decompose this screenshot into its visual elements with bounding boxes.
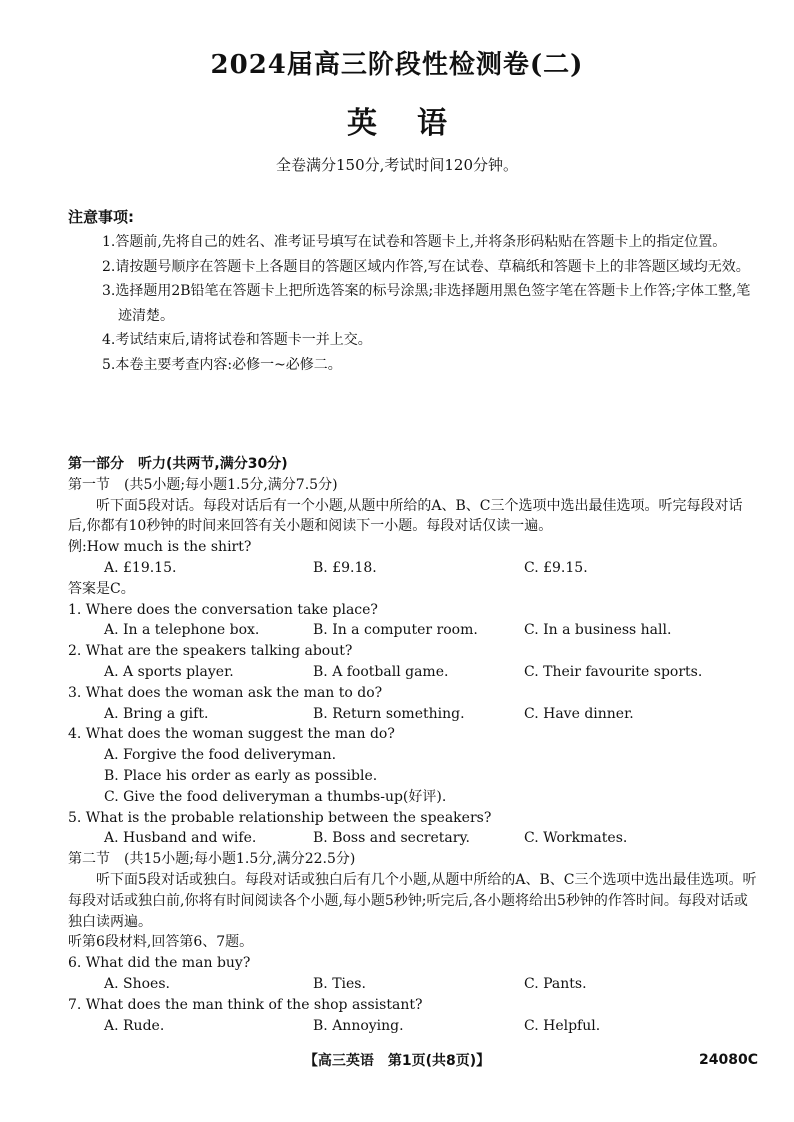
- option-b: B. Boss and secretary.: [313, 830, 470, 847]
- question-6: 6. What did the man buy?: [68, 955, 251, 972]
- option-a: A. £19.15.: [104, 559, 177, 576]
- part1-heading: 第一部分 听力(共两节,满分30分): [68, 456, 288, 472]
- material-note: 听第6段材料,回答第6、7题。: [68, 934, 254, 951]
- exam-info: 全卷满分150分,考试时间120分钟。: [275, 156, 519, 174]
- option-c: C. Workmates.: [524, 830, 628, 847]
- question-3: 3. What does the woman ask the man to do?: [68, 684, 383, 701]
- notes-list: [102, 230, 752, 377]
- section2-instructions: 听下面5段对话或独白。每段对话或独白后有几个小题,从题中所给的A、B、C三个选项中选出最佳选项。听每段对话或独白前,你将有时间阅读各个小题,每小题5秒钟;听完后,各小题将给出5秒钟的作答时间。每段对话或独白读两遍。: [68, 871, 757, 930]
- section1-instructions: 听下面5段对话。每段对话后有一个小题,从题中所给的A、B、C三个选项中选出最佳选项。听完每段对话后,你都有10秒钟的时间来回答有关小题和阅读下一小题。每段对话仅读一遍。: [68, 497, 743, 535]
- option-b: B. A football game.: [313, 663, 449, 680]
- question-5-options: [68, 828, 758, 849]
- note-item: 4.考试结束后,请将试卷和答题卡一并上交。: [102, 332, 372, 348]
- option-b: B. Ties.: [313, 975, 366, 992]
- option-c: C. Their favourite sports.: [524, 663, 703, 680]
- example-question: 例:How much is the shirt?: [68, 539, 252, 556]
- option-a: A. Rude.: [104, 1017, 165, 1034]
- option-b: B. Annoying.: [313, 1017, 404, 1034]
- question-2-options: [68, 662, 758, 683]
- option-a: A. Husband and wife.: [104, 830, 257, 847]
- question-5: 5. What is the probable relationship between the speakers?: [68, 809, 492, 826]
- option-b: B. £9.18.: [313, 559, 377, 576]
- subject-title: 英语: [347, 106, 487, 141]
- option-c: C. Pants.: [524, 975, 587, 992]
- question-1-options: [68, 620, 758, 641]
- question-7-options: [68, 1016, 758, 1037]
- question-1: 1. Where does the conversation take place?: [68, 601, 378, 618]
- question-6-options: [68, 974, 758, 995]
- exam-title: 2024届高三阶段性检测卷(二): [210, 50, 584, 80]
- example-options: [68, 558, 758, 579]
- section2-heading: 第二节 (共15小题;每小题1.5分,满分22.5分): [68, 851, 356, 868]
- section1-heading: 第一节 (共5小题;每小题1.5分,满分7.5分): [68, 476, 338, 493]
- question-3-options: [68, 704, 758, 725]
- option-a: A. Bring a gift.: [104, 705, 209, 722]
- option-b: B. Place his order as early as possible.: [104, 767, 378, 784]
- note-item: 2.请按题号顺序在答题卡上各题目的答题区域内作答,写在试卷、草稿纸和答题卡上的非答题区域均无效。: [102, 258, 750, 275]
- option-c: C. Give the food deliveryman a thumbs-up(好评).: [104, 788, 447, 805]
- listening-part: [68, 454, 758, 1036]
- paper-code: 24080C: [699, 1052, 758, 1068]
- question-4: 4. What does the woman suggest the man do?: [68, 726, 395, 743]
- option-a: A. In a telephone box.: [104, 622, 260, 639]
- example-answer: 答案是C。: [68, 580, 135, 597]
- option-a: A. Shoes.: [104, 975, 170, 992]
- option-b: B. Return something.: [313, 705, 465, 722]
- note-item: 5.本卷主要考查内容:必修一~必修二。: [102, 356, 342, 373]
- question-2: 2. What are the speakers talking about?: [68, 643, 353, 660]
- option-b: B. In a computer room.: [313, 622, 478, 639]
- note-item: 1.答题前,先将自己的姓名、准考证号填写在试卷和答题卡上,并将条形码粘贴在答题卡上的指定位置。: [102, 234, 727, 250]
- option-a: A. A sports player.: [104, 663, 234, 680]
- option-c: C. £9.15.: [524, 559, 588, 576]
- option-c: C. In a business hall.: [524, 622, 672, 639]
- note-item: 3.选择题用2B铅笔在答题卡上把所选答案的标号涂黑;非选择题用黑色签字笔在答题卡上作答;字体工整,笔迹清楚。: [102, 283, 751, 324]
- option-c: C. Helpful.: [524, 1017, 601, 1034]
- option-c: C. Have dinner.: [524, 705, 634, 722]
- option-a: A. Forgive the food deliveryman.: [104, 747, 337, 764]
- notes-heading: 注意事项:: [68, 208, 134, 226]
- question-7: 7. What does the man think of the shop assistant?: [68, 996, 423, 1013]
- page-footer: 【高三英语 第1页(共8页)】: [303, 1053, 491, 1069]
